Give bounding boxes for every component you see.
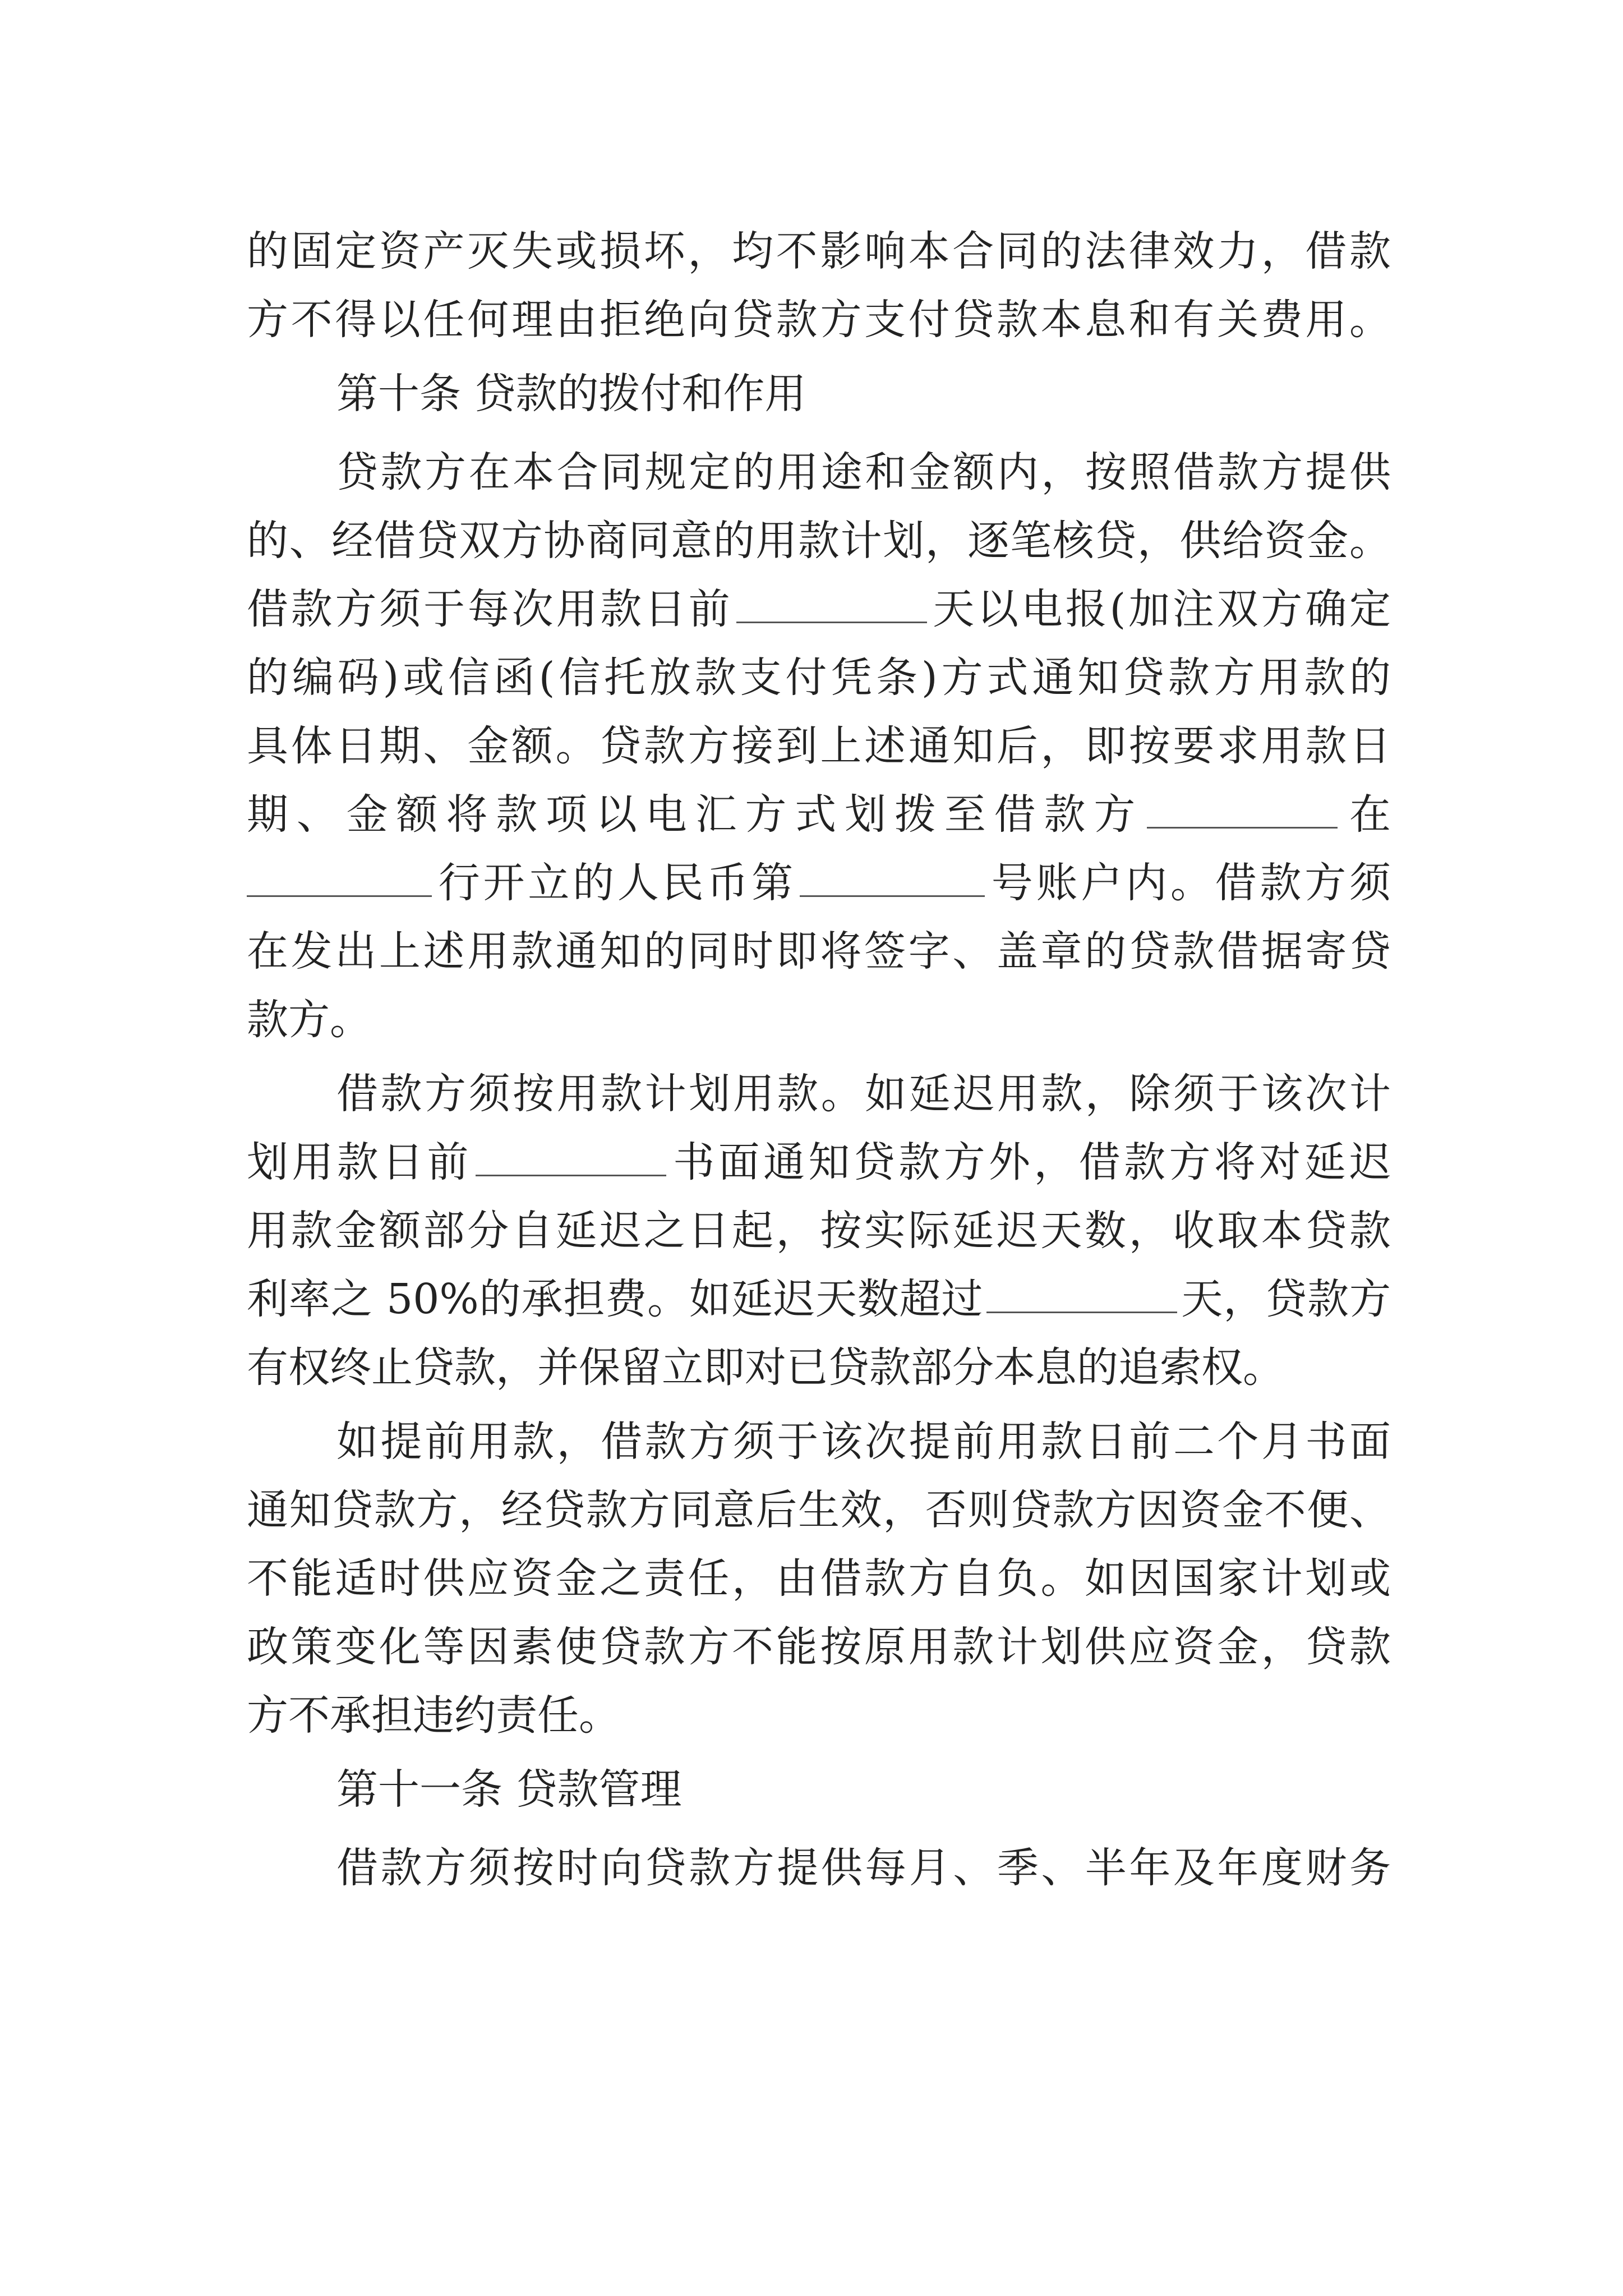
paragraph-line: 贷款方在本合同规定的用途和金额内，按照借款方提供 xyxy=(336,448,1391,496)
paragraph-line: 方不得以任何理由拒绝向贷款方支付贷款本息和有关费用。 xyxy=(247,296,1391,344)
fill-blank xyxy=(476,1140,666,1176)
line-text: 行开立的人民币第 xyxy=(435,859,796,907)
paragraph-line: 政策变化等因素使贷款方不能按原用款计划供应资金，贷款 xyxy=(247,1623,1391,1671)
paragraph-line: 的固定资产灭失或损坏，均不影响本合同的法律效力，借款 xyxy=(247,227,1391,275)
paragraph-line xyxy=(247,581,1391,637)
paragraph-line: 方不承担违约责任。 xyxy=(247,1691,620,1740)
paragraph-line: 通知贷款方，经贷款方同意后生效，否则贷款方因资金不便、 xyxy=(247,1486,1391,1534)
line-text: 划用款日前 xyxy=(247,1138,472,1186)
paragraph-line: 借款方须按用款计划用款。如延迟用款，除须于该次计 xyxy=(336,1070,1391,1118)
section-heading-11: 第十一条 贷款管理 xyxy=(336,1765,682,1814)
fill-blank xyxy=(1147,792,1338,829)
line-text: 书面通知贷款方外，借款方将对延迟 xyxy=(669,1138,1391,1186)
fill-blank xyxy=(247,861,432,897)
line-text: 号账户内。借款方须 xyxy=(988,859,1391,907)
paragraph-line: 在发出上述用款通知的同时即将签字、盖章的贷款借据寄贷 xyxy=(247,927,1391,976)
line-text: 在 xyxy=(1341,790,1391,839)
fill-blank xyxy=(800,861,985,897)
paragraph-line: 的编码)或信函(信托放款支付凭条)方式通知贷款方用款的 xyxy=(247,654,1391,702)
section-heading-10: 第十条 贷款的拨付和作用 xyxy=(336,370,806,418)
paragraph-line xyxy=(247,1134,1391,1190)
line-text: 利率之 50%的承担费。如延迟天数超过 xyxy=(247,1275,984,1323)
paragraph-line: 用款金额部分自延迟之日起，按实际延迟天数，收取本贷款 xyxy=(247,1207,1391,1255)
paragraph-line: 不能适时供应资金之责任，由借款方自负。如因国家计划或 xyxy=(247,1554,1391,1603)
line-text: 期、金额将款项以电汇方式划拨至借款方 xyxy=(247,790,1144,839)
paragraph-line xyxy=(247,855,1391,911)
line-text: 天，贷款方 xyxy=(1181,1275,1391,1323)
paragraph-line: 借款方须按时向贷款方提供每月、季、半年及年度财务 xyxy=(336,1844,1391,1892)
paragraph-line: 如提前用款，借款方须于该次提前用款日前二个月书面 xyxy=(336,1418,1391,1466)
paragraph-line xyxy=(247,786,1391,843)
fill-blank xyxy=(736,587,927,623)
paragraph-line: 具体日期、金额。贷款方接到上述通知后，即按要求用款日 xyxy=(247,722,1391,770)
line-text: 天以电报(加注双方确定 xyxy=(930,585,1391,633)
line-text: 借款方须于每次用款日前 xyxy=(247,585,733,633)
paragraph-line xyxy=(247,1271,1391,1327)
paragraph-line: 有权终止贷款，并保留立即对已贷款部分本息的追索权。 xyxy=(247,1343,1284,1392)
paragraph-line: 的、经借贷双方协商同意的用款计划，逐笔核贷，供给资金。 xyxy=(247,517,1391,565)
paragraph-line: 款方。 xyxy=(247,996,371,1044)
fill-blank xyxy=(986,1277,1177,1313)
